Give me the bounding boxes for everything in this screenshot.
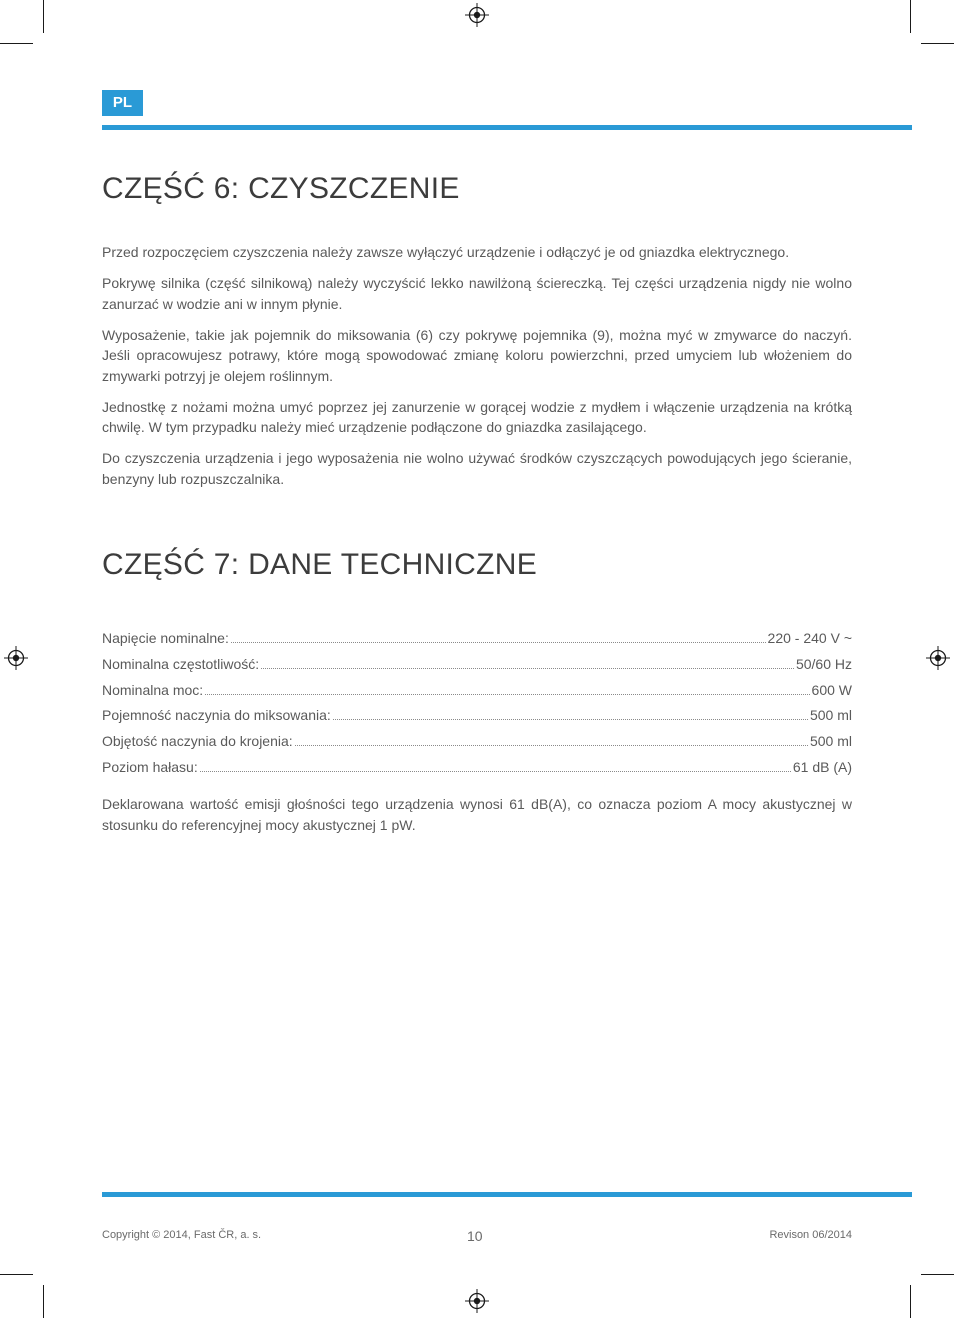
spec-row xyxy=(102,705,852,731)
paragraph: Jednostkę z nożami można umyć poprzez jej zanurzenie w gorącej wodzie z mydłem i włączenie urządzenia na krótką chwilę. W tym przypadku należy mieć urządzenie podłączone do gniazdka zasilającego. xyxy=(102,398,852,435)
crop-mark-bottom-right-v xyxy=(910,1285,911,1318)
registration-mark-icon xyxy=(4,646,28,670)
spec-label: Napięcie nominalne: xyxy=(102,630,229,646)
spec-value: 61 dB (A) xyxy=(792,758,852,775)
leader-dots xyxy=(261,668,794,669)
spec-row xyxy=(102,654,852,680)
leader-dots xyxy=(333,719,808,720)
spec-label: Objętość naczynia do krojenia: xyxy=(102,733,293,750)
crop-mark-top-right-h xyxy=(921,43,954,44)
header-rule xyxy=(102,125,912,130)
spec-label: Nominalna częstotliwość: xyxy=(102,655,260,672)
leader-dots xyxy=(231,642,766,643)
spec-label: Pojemność naczynia do miksowania: xyxy=(102,707,331,724)
section-7-title: CZĘŚĆ 7: DANE TECHNICZNE xyxy=(102,548,538,581)
spec-label: Nominalna moc: xyxy=(102,681,204,698)
spec-row xyxy=(102,731,852,757)
footer-rule xyxy=(102,1192,912,1197)
spec-value: 50/60 Hz xyxy=(795,655,852,672)
registration-mark-icon xyxy=(926,646,950,670)
leader-dots xyxy=(295,745,808,746)
crop-mark-top-left-v xyxy=(43,0,44,33)
registration-mark-icon xyxy=(465,1289,489,1313)
crop-mark-top-left-h xyxy=(0,43,33,44)
noise-note: Deklarowana wartość emisji głośności tego urządzenia wynosi 61 dB(A), co oznacza poziom A mocy akustycznej w stosunku do referencyjnej mocy akustycznej 1 pW. xyxy=(102,796,852,833)
crop-mark-bottom-right-h xyxy=(921,1274,954,1275)
crop-mark-bottom-left-h xyxy=(0,1274,33,1275)
page-number: 10 xyxy=(467,1228,483,1244)
section-6-body xyxy=(102,242,852,500)
crop-mark-top-right-v xyxy=(910,0,911,33)
section-6-title: CZĘŚĆ 6: CZYSZCZENIE xyxy=(102,172,460,205)
footer-copyright: Copyright © 2014, Fast ČR, a. s. xyxy=(102,1229,262,1241)
spec-value: 500 ml xyxy=(809,733,852,750)
paragraph: Wyposażenie, takie jak pojemnik do miksowania (6) czy pokrywę pojemnika (9), można myć w zmywarce do naczyń. Jeśli opracowujesz potrawy, które mogą spowodować zmianę koloru powierzchni, przed umyciem lub włożeniem do zmywarki potrzyj je olejem roślinnym. xyxy=(102,326,852,384)
leader-dots xyxy=(200,771,791,772)
spec-label: Poziom hałasu: xyxy=(102,758,198,775)
spec-row xyxy=(102,680,852,706)
spec-value: 500 ml xyxy=(809,707,852,724)
spec-value: 600 W xyxy=(811,681,852,698)
leader-dots xyxy=(205,694,809,695)
language-tab: PL xyxy=(102,90,143,116)
registration-mark-icon xyxy=(465,3,489,27)
spec-row xyxy=(102,757,852,783)
footer-revision: Revison 06/2014 xyxy=(769,1229,852,1241)
spec-value: 220 - 240 V ~ xyxy=(767,630,852,646)
paragraph: Do czyszczenia urządzenia i jego wyposażenia nie wolno używać środków czyszczących powodujących jego ścieranie, benzyny lub rozpuszczalnika. xyxy=(102,450,852,487)
crop-mark-bottom-left-v xyxy=(43,1285,44,1318)
spec-list xyxy=(102,628,852,783)
paragraph: Pokrywę silnika (część silnikową) należy wyczyścić lekko nawilżoną ściereczką. Tej części urządzenia nigdy nie wolno zanurzać w wodzie ani w innym płynie. xyxy=(102,275,852,312)
spec-row xyxy=(102,628,852,654)
paragraph: Przed rozpoczęciem czyszczenia należy zawsze wyłączyć urządzenie i odłączyć je od gniazdka elektrycznego. xyxy=(102,244,790,260)
